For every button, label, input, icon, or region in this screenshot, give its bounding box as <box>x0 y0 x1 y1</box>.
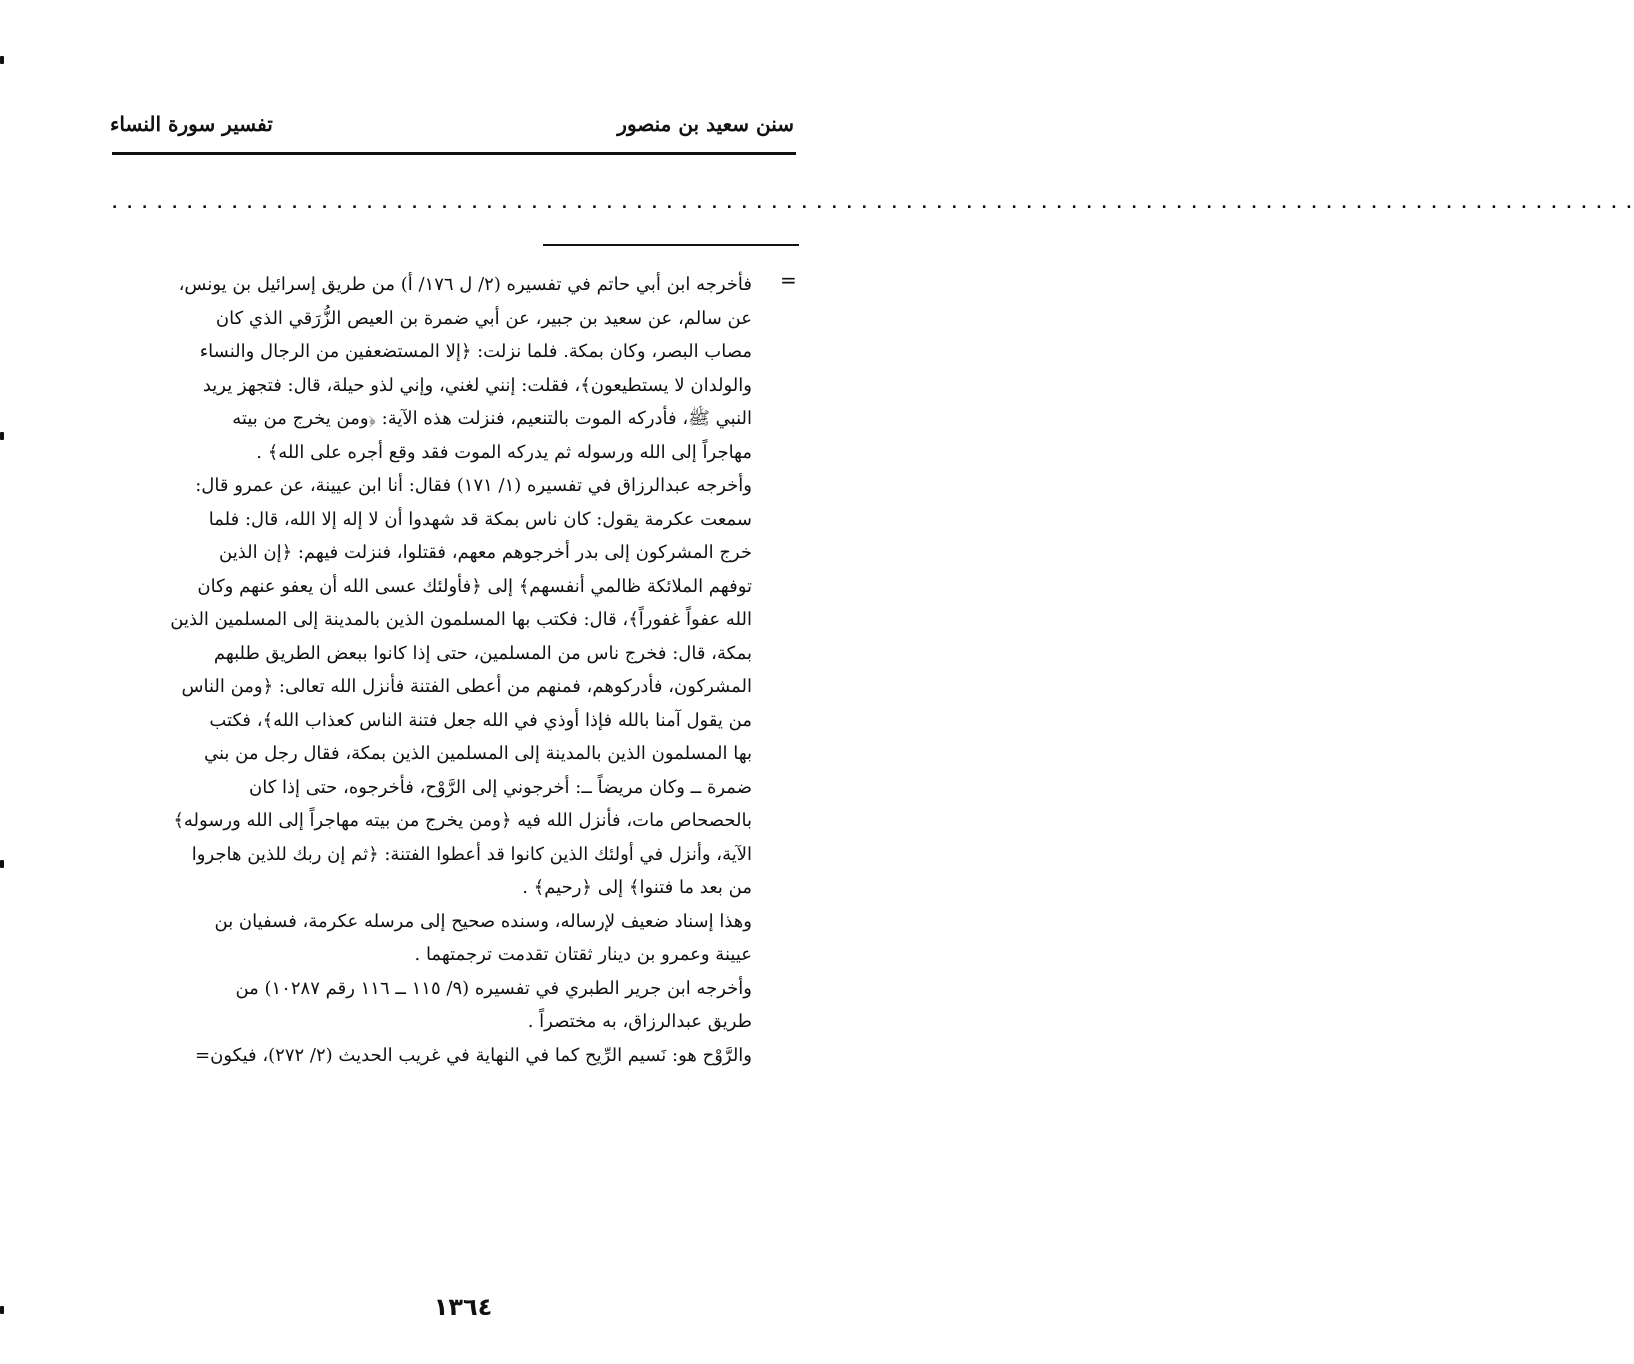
continuation-mark: = <box>780 268 797 292</box>
text-line: بمكة، قال: فخرج ناس من المسلمين، حتى إذا كانوا ببعض الطريق طلبهم <box>213 642 752 664</box>
text-line: ضمرة ــ وكان مريضاً ــ: أخرجوني إلى الرَّوْح، فأخرجوه، حتى إذا كان <box>249 776 752 798</box>
page-number: ١٣٦٤ <box>433 1293 493 1321</box>
text-line: توفهم الملائكة ظالمي أنفسهم﴾ إلى ﴿فأولئك عسى الله أن يعفو عنهم وكان <box>197 575 752 597</box>
text-line: النبي ﷺ، فأدركه الموت بالتنعيم، فنزلت هذه الآية: ﴿ومن يخرج من بيته <box>232 408 752 429</box>
text-line: المشركون، فأدركوهم، فمنهم من أعطى الفتنة فأنزل الله تعالى: ﴿ومن الناس <box>181 676 752 697</box>
text-line: بها المسلمون الذين بالمدينة إلى المسلمين الذين بمكة، فقال رجل من بني <box>203 743 752 764</box>
text-line: وأخرجه ابن جرير الطبري في تفسيره (٩/ ١١٥ ــ ١١٦ رقم ١٠٢٨٧) من <box>235 977 752 999</box>
book-title: سنن سعيد بن منصور <box>617 112 794 136</box>
text-line: والرَّوْح هو: نَسيم الرِّيح كما في النهاية في غريب الحديث (٢/ ٢٧٢)، فيكون= <box>195 1044 752 1066</box>
text-line: الآية، وأنزل في أولئك الذين كانوا قد أعطوا الفتنة: ﴿ثم إن ربك للذين هاجروا <box>191 843 752 865</box>
footnote-text <box>108 268 752 1072</box>
text-line: خرج المشركون إلى بدر أخرجوهم معهم، فقتلوا، فنزلت فيهم: ﴿إن الذين <box>219 542 752 563</box>
text-line: الله عفواً غفوراً﴾، قال: فكتب بها المسلمون الذين بالمدينة إلى المسلمين الذين <box>170 609 752 630</box>
text-line: مهاجراً إلى الله ورسوله ثم يدركه الموت فقد وقع أجره على الله﴾ . <box>256 441 752 463</box>
scan-edge-mark <box>0 432 4 440</box>
section-title: تفسير سورة النساء <box>110 112 273 136</box>
text-line: من يقول آمنا بالله فإذا أوذي في الله جعل فتنة الناس كعذاب الله﴾، فكتب <box>209 709 752 731</box>
text-line: بالحصحاص مات، فأنزل الله فيه ﴿ومن يخرج من بيته مهاجراً إلى الله ورسوله﴾ <box>173 810 752 831</box>
omission-dots: . . . . . . . . . . . . . . . . . . . . . . . . . . . . . . . . . . . . . . . . . . . . . . . . . . . . . . . . . . . . . . . . . . . . . . . . . . . . . . . . . . . . . . . . . . . . . . . . . . . . . . <box>112 196 1634 212</box>
text-line: عن سالم، عن سعيد بن جبير، عن أبي ضمرة بن العيص الزُّرَقي الذي كان <box>215 307 752 329</box>
text-line: عيينة وعمرو بن دينار ثقتان تقدمت ترجمتهما . <box>414 944 752 965</box>
text-line: سمعت عكرمة يقول: كان ناس بمكة قد شهدوا أن لا إله إلا الله، قال: فلما <box>208 508 752 530</box>
header-rule <box>112 152 796 155</box>
text-line: وهذا إسناد ضعيف لإرساله، وسنده صحيح إلى مرسله عكرمة، فسفيان بن <box>214 910 752 932</box>
text-line: طريق عبدالرزاق، به مختصراً . <box>527 1011 752 1032</box>
text-line: مصاب البصر، وكان بمكة. فلما نزلت: ﴿إلا المستضعفين من الرجال والنساء <box>199 341 752 362</box>
text-line: وأخرجه عبدالرزاق في تفسيره (١/ ١٧١) فقال: أنا ابن عيينة، عن عمرو قال: <box>195 475 752 496</box>
scan-edge-mark <box>0 1306 4 1314</box>
scan-edge-mark <box>0 56 4 64</box>
text-line: والولدان لا يستطيعون﴾، فقلت: إنني لغني، وإني لذو حيلة، قال: فتجهز يريد <box>202 374 752 396</box>
text-line: فأخرجه ابن أبي حاتم في تفسيره (٢/ ل ١٧٦/ أ) من طريق إسرائيل بن يونس، <box>178 274 752 295</box>
text-line: من بعد ما فتنوا﴾ إلى ﴿رحيم﴾ . <box>522 877 752 898</box>
scan-edge-mark <box>0 860 4 868</box>
footnote-rule <box>543 244 799 246</box>
